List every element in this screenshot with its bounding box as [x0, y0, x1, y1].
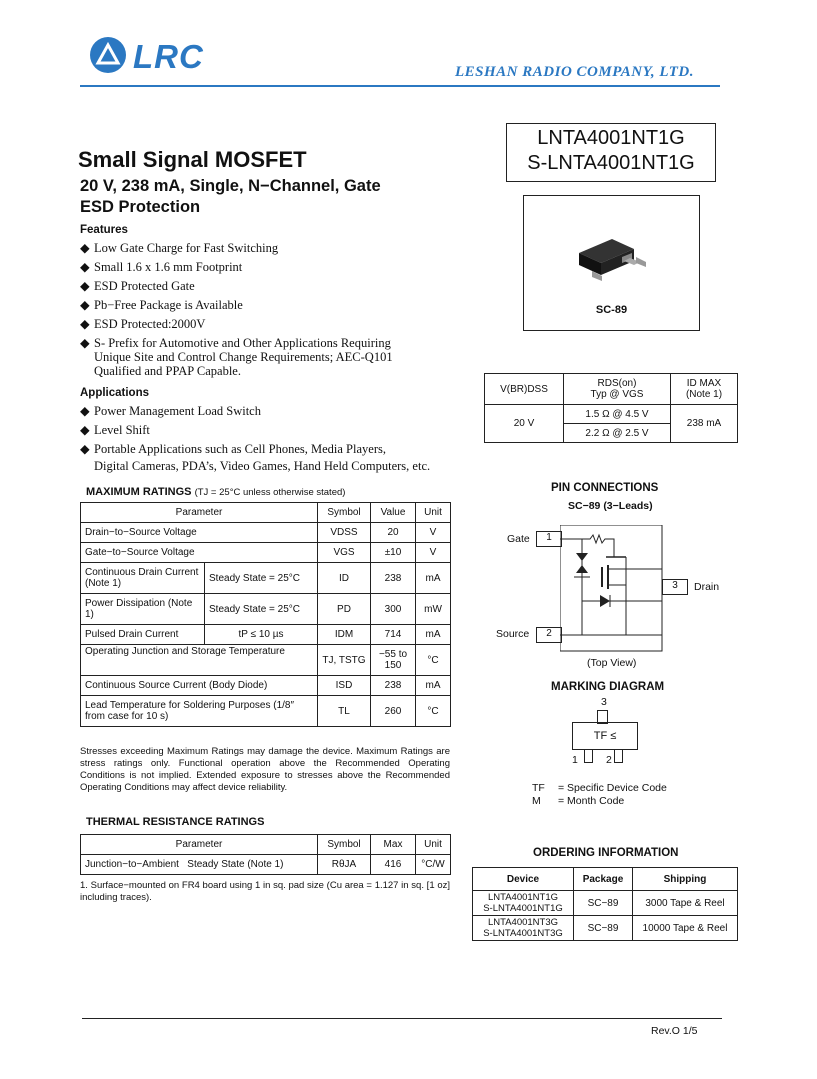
- thermal-table: [80, 834, 451, 875]
- table-cell: Power Dissipation (Note 1): [81, 594, 205, 625]
- package-label: SC-89: [595, 304, 628, 316]
- table-row: [81, 676, 451, 696]
- table-cell: IDM: [318, 625, 371, 645]
- table-cell: °C: [416, 696, 451, 727]
- company-name: LESHAN RADIO COMPANY, LTD.: [455, 64, 695, 80]
- list-item-text: Unique Site and Control Change Requirements; AEC-Q101: [94, 350, 393, 364]
- summary-header-vbr: V(BR)DSS: [485, 374, 564, 405]
- summary-cell: 1.5 Ω @ 4.5 V: [564, 405, 671, 424]
- max-ratings-title: [86, 486, 345, 498]
- table-cell: °C/W: [416, 855, 451, 875]
- list-item-text: Qualified and PPAP Capable.: [94, 364, 241, 378]
- table-row: [81, 645, 451, 676]
- pin-connection-diagram: [560, 525, 664, 653]
- table-cell: 238: [371, 563, 416, 594]
- max-ratings-table: [80, 502, 451, 727]
- table-row: [81, 594, 451, 625]
- table-cell: ±10: [371, 543, 416, 563]
- table-cell: °C: [416, 645, 451, 676]
- applications-list: [80, 404, 470, 473]
- revision-label: Rev.O 1/5: [651, 1025, 698, 1037]
- table-cell: mA: [416, 563, 451, 594]
- device-line: S-LNTA4001NT3G: [483, 928, 563, 939]
- table-cell: Operating Junction and Storage Temperature: [81, 645, 318, 676]
- footer-divider: [82, 1018, 722, 1019]
- ordering-table: [472, 867, 738, 941]
- marking-diagram-heading: MARKING DIAGRAM: [551, 681, 665, 693]
- page-subtitle: [80, 176, 460, 218]
- marking-pin-1: 1: [572, 754, 578, 766]
- marking-legend: [532, 782, 667, 808]
- summary-cell: 238 mA: [671, 405, 738, 443]
- marking-pin-2: 2: [606, 754, 612, 766]
- legend-value: = Month Code: [558, 795, 625, 807]
- column-header: Device: [473, 868, 574, 891]
- list-item-text: Small 1.6 x 1.6 mm Footprint: [94, 260, 243, 274]
- list-item: ◆ Small 1.6 x 1.6 mm Footprint: [80, 260, 243, 274]
- max-ratings-disclaimer: Stresses exceeding Maximum Ratings may damage the device. Maximum Ratings are stress ratings only. Functional operation above the Recommended Operating Conditions is not implied. Extended exposure to stresses above the Recommended Operating Conditions may affect device reliability.: [80, 746, 450, 793]
- table-cell: [473, 916, 574, 941]
- source-label: Source: [496, 628, 530, 640]
- marking-code: TF ≤: [572, 722, 638, 750]
- table-cell: VDSS: [318, 523, 371, 543]
- table-cell: mA: [416, 676, 451, 696]
- column-header: Unit: [416, 835, 451, 855]
- package-image-box: [523, 195, 700, 331]
- table-cell: ID: [318, 563, 371, 594]
- table-cell: TJ, TSTG: [318, 645, 371, 676]
- table-cell: Steady State = 25°C: [205, 594, 318, 625]
- table-cell: [473, 891, 574, 916]
- summary-header-rds: [564, 374, 671, 405]
- table-cell: 416: [371, 855, 416, 875]
- table-cell: −55 to 150: [371, 645, 416, 676]
- list-item: ◆ Portable Applications such as Cell Phones, Media Players,: [80, 442, 386, 456]
- table-row: [81, 563, 451, 594]
- list-item: ◆ Pb−Free Package is Available: [80, 298, 243, 312]
- summary-header-id-2: (Note 1): [685, 389, 723, 400]
- legend-value: = Specific Device Code: [558, 782, 667, 794]
- list-item-text: Portable Applications such as Cell Phones, Media Players,: [94, 442, 386, 456]
- table-cell: 238: [371, 676, 416, 696]
- column-header: Package: [574, 868, 633, 891]
- summary-header-rds-2: Typ @ VGS: [590, 389, 644, 400]
- thermal-footnote: 1. Surface−mounted on FR4 board using 1 in sq. pad size (Cu area = 1.127 in sq. [1 oz] including traces).: [80, 880, 450, 903]
- column-header: Max: [371, 835, 416, 855]
- table-row: [81, 696, 451, 727]
- list-item-text: S- Prefix for Automotive and Other Applications Requiring: [94, 336, 391, 350]
- table-cell: V: [416, 543, 451, 563]
- marking-lead-2: [614, 749, 623, 763]
- summary-table: [484, 373, 738, 443]
- package-icon: [574, 231, 654, 286]
- max-ratings-note: (TJ = 25°C unless otherwise stated): [194, 487, 346, 498]
- list-item-text: ESD Protected Gate: [94, 279, 195, 293]
- logo-text: LRC: [133, 38, 204, 75]
- table-cell: Steady State = 25°C: [205, 563, 318, 594]
- legend-key: TF: [532, 782, 545, 794]
- subtitle-line-2: ESD Protection: [80, 198, 201, 216]
- table-row: [81, 543, 451, 563]
- list-item-text: Digital Cameras, PDA’s, Video Games, Hand Held Computers, etc.: [94, 459, 431, 473]
- list-item: ◆ ESD Protected:2000V: [80, 317, 206, 331]
- column-header: Parameter: [81, 835, 318, 855]
- column-header: Parameter: [81, 503, 318, 523]
- pin-connections-heading: PIN CONNECTIONS: [551, 482, 659, 494]
- table-cell: 300: [371, 594, 416, 625]
- thermal-heading: THERMAL RESISTANCE RATINGS: [86, 816, 265, 828]
- list-item: ◆ Level Shift: [80, 423, 150, 437]
- column-header: Symbol: [318, 503, 371, 523]
- table-cell: TL: [318, 696, 371, 727]
- summary-header-rds-1: RDS(on): [597, 378, 637, 389]
- table-cell: 3000 Tape & Reel: [633, 891, 738, 916]
- list-item: ◆ Power Management Load Switch: [80, 404, 261, 418]
- column-header: Symbol: [318, 835, 371, 855]
- part-number-box: [506, 123, 716, 182]
- table-cell: 260: [371, 696, 416, 727]
- header-divider: [80, 85, 720, 87]
- list-item-text: Low Gate Charge for Fast Switching: [94, 241, 279, 255]
- table-cell: Continuous Drain Current (Note 1): [81, 563, 205, 594]
- pin-3-box: 3: [662, 579, 688, 595]
- list-item: ◆ S- Prefix for Automotive and Other Applications Requiring: [80, 336, 391, 350]
- table-cell: Pulsed Drain Current: [81, 625, 205, 645]
- drain-label: Drain: [694, 581, 720, 593]
- table-cell: V: [416, 523, 451, 543]
- table-cell: PD: [318, 594, 371, 625]
- part-number: S-LNTA4001NT1G: [527, 152, 695, 174]
- part-number: LNTA4001NT1G: [537, 127, 685, 149]
- device-line: LNTA4001NT3G: [487, 917, 559, 928]
- table-cell: Continuous Source Current (Body Diode): [81, 676, 318, 696]
- column-header: Shipping: [633, 868, 738, 891]
- table-row: [473, 916, 738, 941]
- marking-pin-3: 3: [601, 696, 607, 708]
- table-cell: RθJA: [318, 855, 371, 875]
- list-item-text: Power Management Load Switch: [94, 404, 261, 418]
- table-row: [81, 625, 451, 645]
- table-cell: 20: [371, 523, 416, 543]
- summary-header-id: [671, 374, 738, 405]
- list-item-text: Level Shift: [94, 423, 150, 437]
- table-cell: SC−89: [574, 916, 633, 941]
- table-cell: ISD: [318, 676, 371, 696]
- list-item-text: ESD Protected:2000V: [94, 317, 206, 331]
- subtitle-line-1: 20 V, 238 mA, Single, N−Channel, Gate: [80, 177, 381, 195]
- page-title: Small Signal MOSFET: [78, 147, 307, 172]
- applications-heading: Applications: [80, 387, 150, 399]
- list-item: ◆ Low Gate Charge for Fast Switching: [80, 241, 279, 255]
- table-cell: Gate−to−Source Voltage: [81, 543, 318, 563]
- device-line: LNTA4001NT1G: [487, 892, 559, 903]
- max-ratings-heading: MAXIMUM RATINGS: [86, 486, 192, 498]
- table-cell: Junction−to−Ambient Steady State (Note 1): [81, 855, 318, 875]
- table-cell: tP ≤ 10 µs: [205, 625, 318, 645]
- features-heading: Features: [80, 224, 128, 236]
- marking-lead-1: [584, 749, 593, 763]
- gate-label: Gate: [507, 533, 530, 545]
- top-view-label: (Top View): [587, 657, 637, 669]
- column-header: Unit: [416, 503, 451, 523]
- legend-key: M: [532, 795, 541, 807]
- list-item-text: Pb−Free Package is Available: [94, 298, 243, 312]
- table-cell: 10000 Tape & Reel: [633, 916, 738, 941]
- device-line: S-LNTA4001NT1G: [483, 903, 563, 914]
- pin-1-box: 1: [536, 531, 562, 547]
- table-row: [81, 523, 451, 543]
- column-header: Value: [371, 503, 416, 523]
- table-cell: Drain−to−Source Voltage: [81, 523, 318, 543]
- pin-2-box: 2: [536, 627, 562, 643]
- summary-cell: 20 V: [485, 405, 564, 443]
- list-item: ◆ ESD Protected Gate: [80, 279, 195, 293]
- table-cell: 714: [371, 625, 416, 645]
- summary-header-id-1: ID MAX: [686, 378, 722, 389]
- table-cell: Lead Temperature for Soldering Purposes (1/8″ from case for 10 s): [81, 696, 318, 727]
- features-list: [80, 241, 460, 378]
- summary-cell: 2.2 Ω @ 2.5 V: [564, 424, 671, 443]
- table-row: [81, 855, 451, 875]
- pin-connections-subheading: SC−89 (3−Leads): [568, 500, 653, 512]
- ordering-heading: ORDERING INFORMATION: [533, 847, 679, 859]
- logo-icon: [90, 37, 126, 73]
- table-cell: mA: [416, 625, 451, 645]
- table-cell: SC−89: [574, 891, 633, 916]
- table-cell: VGS: [318, 543, 371, 563]
- table-cell: mW: [416, 594, 451, 625]
- table-row: [473, 891, 738, 916]
